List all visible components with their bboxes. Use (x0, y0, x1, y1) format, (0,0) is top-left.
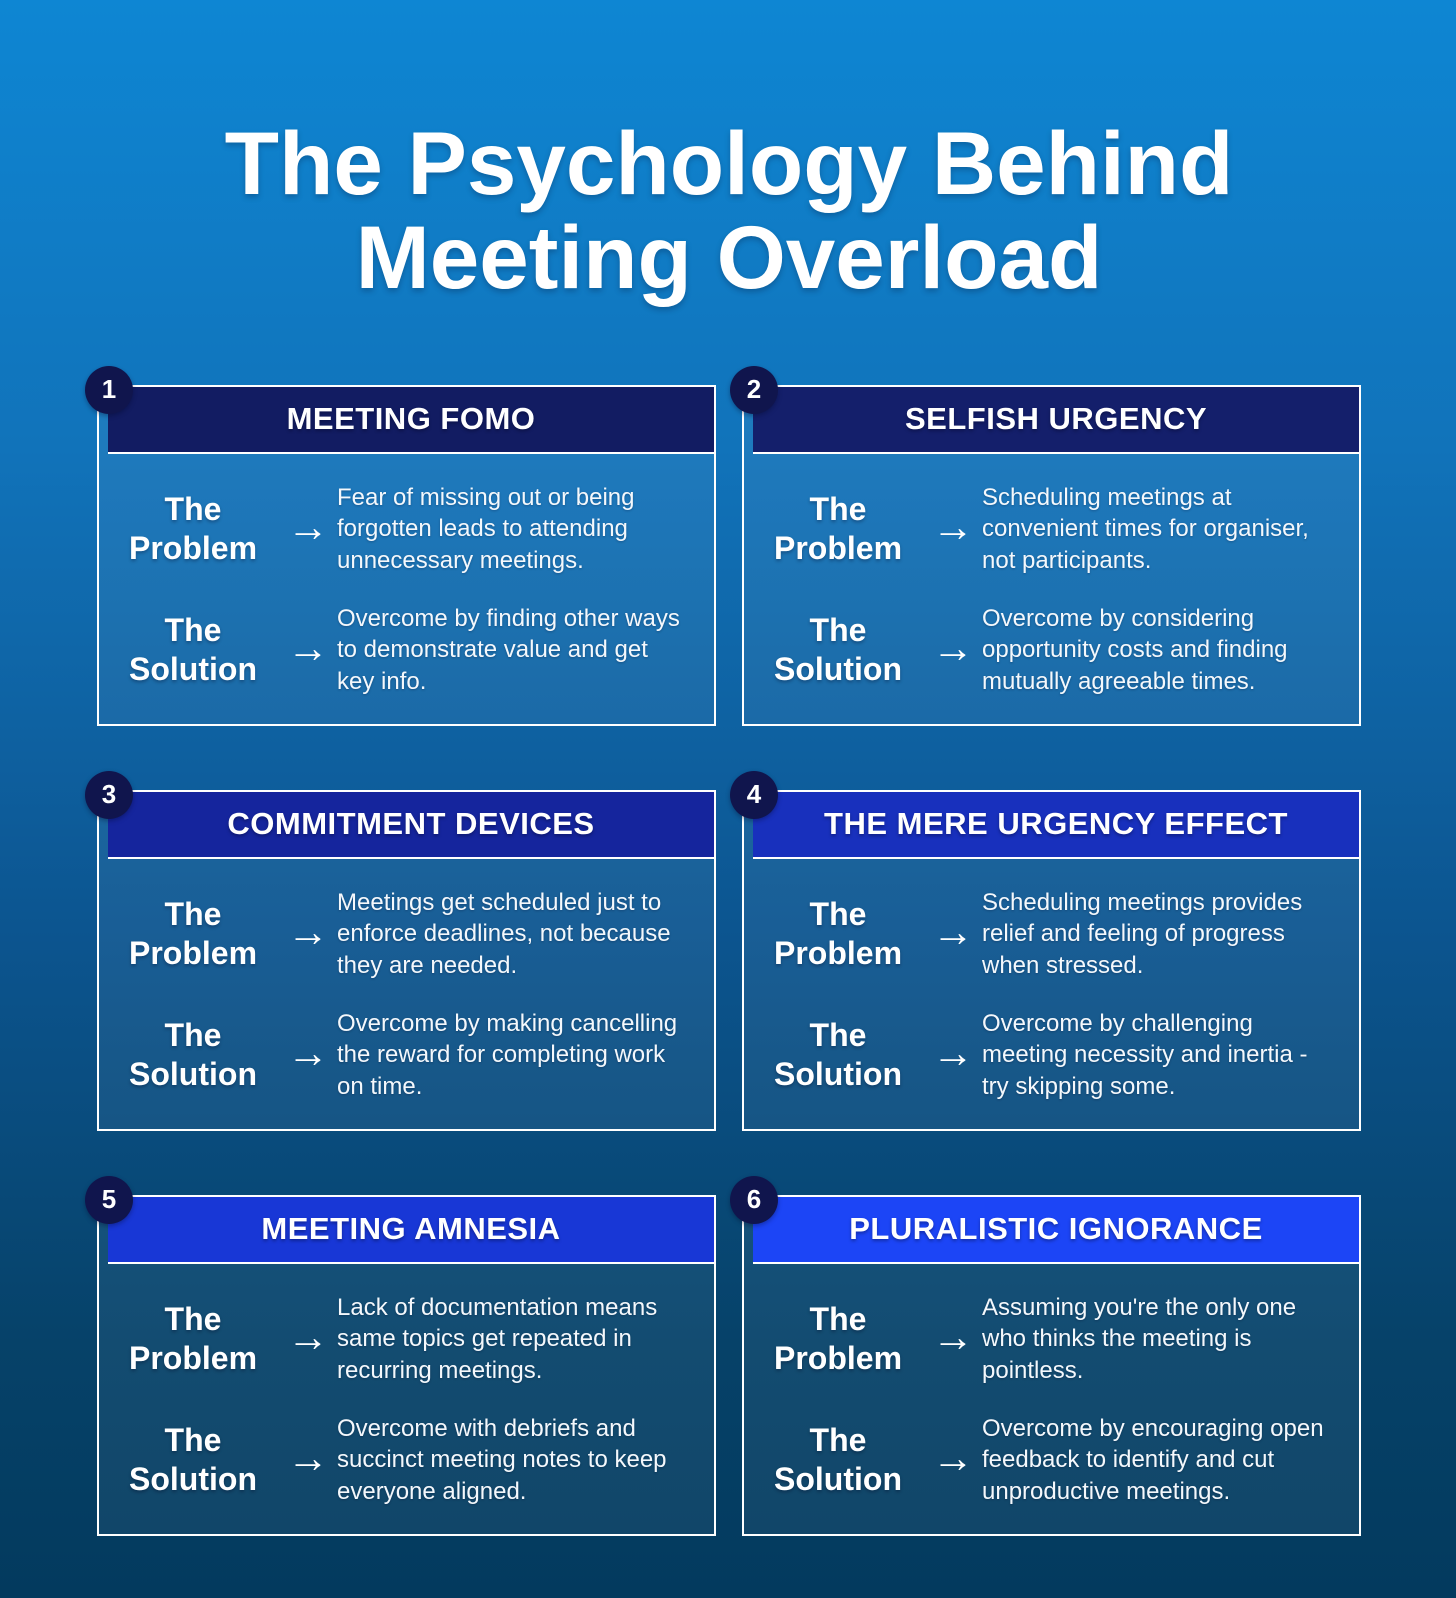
problem-text: Assuming you're the only one who thinks the meeting is pointless. (982, 1293, 1297, 1385)
arrow-icon: → (287, 1313, 329, 1361)
card-body (99, 454, 714, 724)
solution-label: The Solution (774, 612, 902, 688)
arrow-icon: → (287, 908, 329, 956)
solution-label: The Solution (129, 612, 257, 688)
problem-label: The Problem (128, 1301, 258, 1377)
arrow-icon: → (932, 1434, 974, 1482)
problem-text: Fear of missing out or being forgotten leads to attending unnecessary meetings. (337, 483, 635, 574)
card-title: PLURALISTIC IGNORANCE (753, 1197, 1359, 1264)
problem-label: The Problem (128, 491, 258, 567)
solution-label: The Solution (129, 1422, 257, 1498)
card-title: MEETING FOMO (108, 387, 714, 454)
problem-row (107, 887, 688, 982)
arrow-icon: → (932, 1313, 974, 1361)
card-body (744, 1264, 1359, 1534)
problem-row (107, 1292, 688, 1387)
page-title-line2: Meeting Overload (355, 207, 1103, 308)
card-number-badge: 3 (85, 771, 133, 819)
card-meeting-fomo (97, 374, 716, 726)
problem-label: The Problem (773, 491, 903, 567)
arrow-icon: → (287, 503, 329, 551)
page-title (97, 0, 1361, 308)
solution-row (752, 1413, 1333, 1508)
problem-text: Scheduling meetings at convenient times for organiser, not participants. (982, 483, 1309, 574)
arrow-icon: → (287, 1029, 329, 1077)
card-selfish-urgency (742, 374, 1361, 726)
problem-text: Scheduling meetings provides relief and feeling of progress when stressed. (982, 888, 1303, 980)
solution-text: Overcome by making cancelling the reward for completing work on time. (337, 1009, 678, 1101)
solution-text: Overcome by encouraging open feedback to identify and cut unproductive meetings. (982, 1414, 1324, 1506)
solution-text: Overcome by considering opportunity costs and finding mutually agreeable times. (982, 604, 1288, 696)
solution-row (107, 603, 688, 698)
solution-label: The Solution (774, 1017, 902, 1093)
solution-text: Overcome with debriefs and succinct meeting notes to keep everyone aligned. (337, 1414, 667, 1506)
card-commitment-devices (97, 779, 716, 1131)
problem-text: Meetings get scheduled just to enforce deadlines, not because they are needed. (337, 888, 671, 980)
card-title: SELFISH URGENCY (753, 387, 1359, 454)
problem-label: The Problem (773, 1301, 903, 1377)
card-number-badge: 2 (730, 366, 778, 414)
card-pluralistic-ignorance (742, 1184, 1361, 1536)
arrow-icon: → (932, 503, 974, 551)
solution-row (107, 1008, 688, 1103)
card-title: MEETING AMNESIA (108, 1197, 714, 1264)
problem-row (752, 887, 1333, 982)
solution-label: The Solution (129, 1017, 257, 1093)
cards-grid (97, 374, 1361, 1536)
page-title-line1: The Psychology Behind (224, 113, 1234, 213)
problem-row (752, 1292, 1333, 1387)
problem-label: The Problem (128, 896, 258, 972)
problem-row (752, 482, 1333, 577)
card-number-badge: 4 (730, 771, 778, 819)
solution-text: Overcome by finding other ways to demonstrate value and get key info. (337, 604, 680, 696)
card-title: THE MERE URGENCY EFFECT (753, 792, 1359, 859)
arrow-icon: → (932, 908, 974, 956)
card-meeting-amnesia (97, 1184, 716, 1536)
card-body (99, 1264, 714, 1534)
arrow-icon: → (932, 1029, 974, 1077)
card-body (744, 454, 1359, 724)
solution-row (107, 1413, 688, 1508)
solution-text: Overcome by challenging meeting necessity and inertia - try skipping some. (982, 1009, 1308, 1101)
card-body (99, 859, 714, 1129)
solution-row (752, 1008, 1333, 1103)
card-mere-urgency-effect (742, 779, 1361, 1131)
card-title: COMMITMENT DEVICES (108, 792, 714, 859)
solution-row (752, 603, 1333, 698)
card-number-badge: 5 (85, 1176, 133, 1224)
solution-label: The Solution (774, 1422, 902, 1498)
problem-row (107, 482, 688, 577)
arrow-icon: → (287, 1434, 329, 1482)
problem-label: The Problem (773, 896, 903, 972)
arrow-icon: → (932, 624, 974, 672)
arrow-icon: → (287, 624, 329, 672)
problem-text: Lack of documentation means same topics get repeated in recurring meetings. (337, 1293, 658, 1385)
card-body (744, 859, 1359, 1129)
card-number-badge: 6 (730, 1176, 778, 1224)
card-number-badge: 1 (85, 366, 133, 414)
